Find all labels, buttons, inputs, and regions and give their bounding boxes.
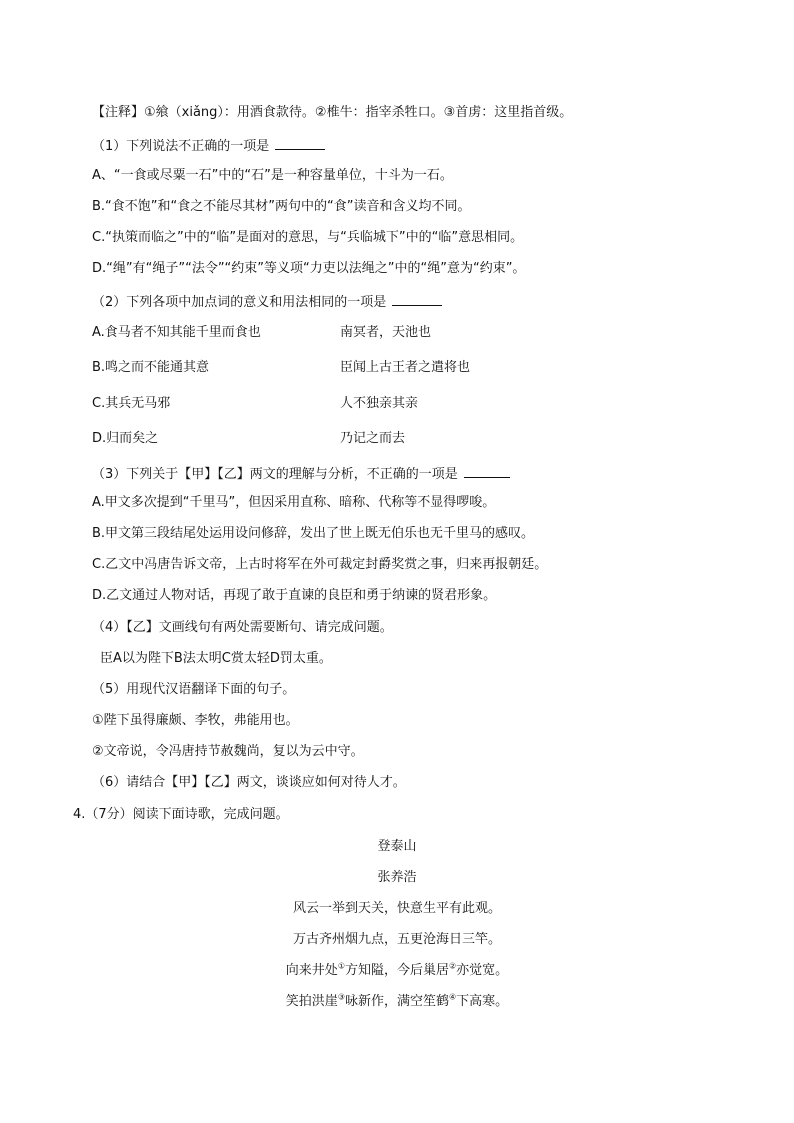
question-4-stem: （4）【乙】文画线句有两处需要断句、请完成问题。 <box>92 620 393 635</box>
poem-line-4-part-b: 咏新作，满空笙鹤 <box>344 994 449 1009</box>
q5-item-1: ①陛下虽得廉颇、李牧，弗能用也。 <box>92 713 299 728</box>
question-1-stem <box>92 135 325 156</box>
q1-option-d: D.“绳”有“绳子”“法令”“约束”等义项“力吏以法绳之”中的“绳”意为“约束”。 <box>92 261 526 276</box>
q2-row-b-right: 臣闻上古王者之遣将也 <box>340 360 471 375</box>
question-1-text: （1）下列说法不正确的一项是 <box>92 139 270 154</box>
q1-option-c: C.“执策而临之”中的“临”是面对的意思，与“兵临城下”中的“临”意思相同。 <box>92 230 524 245</box>
footnote-marker: ① <box>337 961 345 971</box>
poem-line-2: 万古齐州烟九点，五更沧海日三竿。 <box>292 932 501 947</box>
question-3-text: （3）下列关于【甲】【乙】两文的理解与分析，不正确的一项是 <box>92 467 458 482</box>
q2-row-c-right: 人不独亲其亲 <box>340 396 419 411</box>
annotation-note: 【注释】①飨（xiǎng）：用酒食款待。②椎牛：指宰杀牲口。③首虏：这里指首级。 <box>92 105 573 120</box>
question-2-stem <box>92 291 442 312</box>
question-2-text: （2）下列各项中加点词的意义和用法相同的一项是 <box>92 295 387 310</box>
q5-item-2: ②文帝说，令冯唐持节赦魏尚，复以为云中守。 <box>92 744 364 759</box>
q2-row-a-right: 南冥者，天池也 <box>340 325 432 340</box>
poem-line-3 <box>0 962 794 980</box>
poem-line-4-part-c: 下高寒。 <box>456 994 509 1009</box>
answer-blank <box>275 135 325 150</box>
poem-author: 张养浩 <box>377 870 417 885</box>
q2-row-d-right: 乃记之而去 <box>340 431 406 446</box>
answer-blank <box>464 463 510 478</box>
question-5-stem: （5）用现代汉语翻译下面的句子。 <box>92 682 296 697</box>
answer-blank <box>392 291 442 306</box>
q2-row-c-left: C.其兵无马邪 <box>92 396 171 411</box>
q2-row-a-left: A.食马者不知其能千里而食也 <box>92 325 261 340</box>
q3-option-a: A.甲文多次提到“千里马”，但因采用直称、暗称、代称等不显得啰唆。 <box>92 495 496 510</box>
q2-row-d-left: D.归而矣之 <box>92 431 159 446</box>
poem-line-1: 风云一举到天关，快意生平有此观。 <box>292 901 501 916</box>
footnote-marker: ② <box>449 961 457 971</box>
poem-line-3-part-c: 亦觉宽。 <box>456 963 509 978</box>
question-3-stem <box>92 463 510 484</box>
section-4-stem: 4.（7分）阅读下面诗歌，完成问题。 <box>73 807 289 822</box>
q1-option-a: A、“一食或尽粟一石”中的“石”是一种容量单位，十斗为一石。 <box>92 168 453 183</box>
question-6-stem: （6）请结合【甲】【乙】两文，谈谈应如何对待人才。 <box>92 775 406 790</box>
footnote-marker: ④ <box>449 992 457 1002</box>
q1-option-b: B.“食不饱”和“食之不能尽其材”两句中的“食”读音和含义均不同。 <box>92 199 471 214</box>
q2-row-b-left: B.鸣之而不能通其意 <box>92 360 210 375</box>
question-4-sentence: 臣A以为陛下B法太明C赏太轻D罚太重。 <box>100 651 332 666</box>
q3-option-c: C.乙文中冯唐告诉文帝，上古时将军在外可裁定封爵奖赏之事，归来再报朝廷。 <box>92 557 548 572</box>
poem-line-3-part-a: 向来井处 <box>285 963 338 978</box>
poem-line-4 <box>0 993 794 1011</box>
q3-option-d: D.乙文通过人物对话，再现了敢于直谏的良臣和勇于纳谏的贤君形象。 <box>92 588 497 603</box>
poem-line-3-part-b: 方知隘，今后巢居 <box>344 963 449 978</box>
poem-title: 登泰山 <box>377 839 417 854</box>
poem-line-4-part-a: 笑拍洪崖 <box>285 994 338 1009</box>
q3-option-b: B.甲文第三段结尾处运用设问修辞，发出了世上既无伯乐也无千里马的感叹。 <box>92 526 535 541</box>
footnote-marker: ③ <box>337 992 345 1002</box>
